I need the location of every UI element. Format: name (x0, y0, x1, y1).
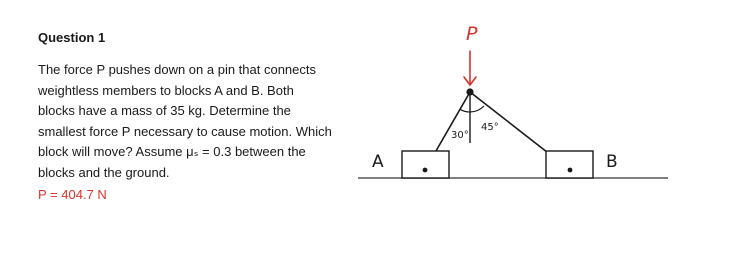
question-line: weightless members to blocks A and B. Both (38, 82, 294, 98)
block-b (546, 151, 593, 178)
question-title: Question 1 (38, 30, 106, 45)
block-a (402, 151, 449, 178)
force-arrow (464, 51, 476, 85)
block-a-pin (423, 168, 428, 173)
question-line: The force P pushes down on a pin that connects (38, 62, 316, 77)
angle-left-label: 30° (451, 130, 469, 141)
angle-right-label: 45° (481, 122, 499, 133)
block-a-label: A (372, 152, 384, 172)
answer-text: P = 404.7 N (38, 187, 107, 202)
pin (466, 88, 473, 95)
question-line: block will move? Assume μₛ = 0.3 between the (38, 144, 306, 159)
angle-arc-left (460, 109, 470, 112)
block-b-label: B (606, 152, 618, 172)
question-line: blocks and the ground. (38, 164, 170, 180)
block-b-pin (568, 168, 573, 173)
question-line: smallest force P necessary to cause motion. Which (38, 123, 332, 139)
question-line: blocks have a mass of 35 kg. Determine the (38, 103, 291, 118)
force-label: P (466, 23, 478, 45)
angle-arc-right (470, 106, 484, 112)
